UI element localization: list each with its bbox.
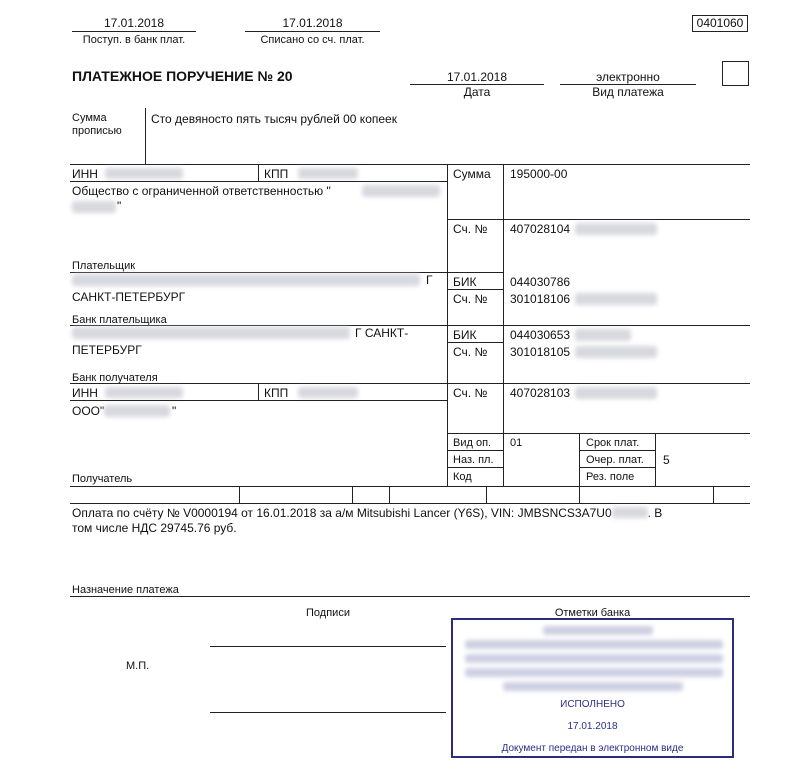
payer-name-line1: Общество с ограниченной ответственностью " <box>72 184 331 198</box>
divider <box>579 433 580 486</box>
purpose-line2: том числе НДС 29745.76 руб. <box>72 521 237 535</box>
purpose-label: Назначение платежа <box>72 584 179 596</box>
signatures-label: Подписи <box>306 607 350 619</box>
divider <box>579 467 655 468</box>
divider <box>447 467 503 468</box>
payer-bank-city: САНКТ-ПЕТЕРБУРГ <box>72 290 186 304</box>
payee-name-prefix: ООО" <box>72 404 105 418</box>
signature-line <box>210 646 446 647</box>
redacted-payer-inn <box>105 168 183 179</box>
divider <box>70 400 447 401</box>
divider <box>145 108 146 164</box>
payer-label: Плательщик <box>72 260 136 272</box>
redacted-payer-name <box>362 185 440 197</box>
redacted-vin <box>612 507 648 518</box>
purpose-text: Оплата по счёту № V0000194 от 16.01.2018 за а/м Mitsubishi Lancer (Y6S), VIN: JMBSNCS3A7U0 <box>72 506 612 520</box>
payer-bank-account: 301018106 <box>510 292 571 306</box>
redacted-stamp-line <box>543 626 653 635</box>
payee-label: Получатель <box>72 473 133 485</box>
amount-words-label-line1: Сумма <box>72 112 107 124</box>
amount-words-label <box>72 112 122 138</box>
divider <box>258 164 259 181</box>
ocher-label: Очер. плат. <box>586 454 644 466</box>
payee-bank-label: Банк получателя <box>72 372 158 384</box>
page-title: ПЛАТЕЖНОЕ ПОРУЧЕНИЕ № 20 <box>72 68 293 84</box>
redacted-payer-bank-name <box>72 274 420 286</box>
payee-bank-account: 301018105 <box>510 345 571 359</box>
divider <box>579 450 655 451</box>
rez-label: Рез. поле <box>586 471 635 483</box>
payee-bank-bik-label: БИК <box>453 328 477 342</box>
payee-account: 407028103 <box>510 386 571 400</box>
redacted-stamp-line <box>465 668 723 677</box>
redacted-payee-account <box>575 387 657 399</box>
divider <box>486 486 487 503</box>
purpose-text-end: . В <box>647 506 663 520</box>
debited-label: Списано со сч. плат. <box>260 34 365 46</box>
redacted-payee-bank-account <box>575 346 657 358</box>
payee-kpp-label: КПП <box>264 386 289 400</box>
divider <box>70 503 750 504</box>
divider <box>258 383 259 400</box>
payer-bank-city-suffix: Г <box>426 273 433 287</box>
redacted-payer-bank-account <box>575 293 657 305</box>
divider <box>70 164 750 165</box>
redacted-payer-account <box>575 223 657 235</box>
payer-amount-label: Сумма <box>453 167 491 181</box>
divider <box>389 486 390 503</box>
payee-inn-label: ИНН <box>72 386 98 400</box>
divider <box>579 486 580 503</box>
srok-label: Срок плат. <box>586 437 640 449</box>
redacted-payer-kpp <box>298 168 358 179</box>
amount-words-label-line2: прописью <box>72 125 122 137</box>
payer-amount: 195000-00 <box>510 167 568 181</box>
bank-stamp <box>451 618 734 758</box>
bank-received-label: Поступ. в банк плат. <box>82 34 186 46</box>
naz-pl-label: Наз. пл. <box>453 454 494 466</box>
payee-bank-city-line2: ПЕТЕРБУРГ <box>72 343 142 357</box>
payer-bank-bik: 044030786 <box>510 275 571 289</box>
status-box <box>722 61 749 86</box>
redacted-stamp-line <box>465 640 723 649</box>
amount-words-text: Сто девяносто пять тысяч рублей 00 копеек <box>151 112 397 126</box>
redacted-payee-bank-bik <box>575 329 631 341</box>
divider <box>70 181 447 182</box>
vid-op-label: Вид оп. <box>453 437 492 449</box>
payee-account-label: Сч. № <box>453 386 488 400</box>
redacted-payee-name <box>104 405 170 417</box>
payer-bank-bik-label: БИК <box>453 275 477 289</box>
payment-type: электронно <box>596 70 660 84</box>
redacted-payer-name-cont <box>72 201 116 213</box>
bank-received-date: 17.01.2018 <box>103 16 165 30</box>
divider <box>447 433 750 434</box>
divider <box>713 486 714 503</box>
divider <box>70 272 447 273</box>
divider <box>447 450 503 451</box>
payer-bank-label: Банк плательщика <box>72 314 167 326</box>
payer-name-close-quote: " <box>117 199 122 213</box>
payee-bank-account-label: Сч. № <box>453 345 488 359</box>
signature-line <box>210 712 446 713</box>
divider <box>447 272 503 273</box>
payee-bank-bik: 044030653 <box>510 328 571 342</box>
stamp-place-label: М.П. <box>126 660 150 672</box>
payer-account-label: Сч. № <box>453 222 488 236</box>
payer-bank-account-label: Сч. № <box>453 292 488 306</box>
divider <box>352 486 353 503</box>
divider <box>70 325 750 326</box>
divider <box>447 342 503 343</box>
ocher-value: 5 <box>663 453 670 467</box>
redacted-payee-kpp <box>298 387 358 398</box>
divider <box>245 31 380 32</box>
kod-label: Код <box>453 471 472 483</box>
redacted-payee-inn <box>105 387 183 398</box>
redacted-stamp-line <box>465 654 723 663</box>
divider <box>655 433 656 486</box>
divider <box>447 289 503 290</box>
document-date-label: Дата <box>463 85 491 99</box>
redacted-payee-bank-name <box>72 327 350 339</box>
divider <box>70 486 750 487</box>
divider <box>70 596 750 597</box>
stamp-status: ИСПОЛНЕНО <box>560 699 625 710</box>
payee-bank-city-line1: Г САНКТ- <box>355 326 409 340</box>
form-code: 0401060 <box>692 15 748 32</box>
payer-inn-label: ИНН <box>72 167 98 181</box>
document-date: 17.01.2018 <box>446 70 508 84</box>
divider <box>70 383 750 384</box>
redacted-stamp-line <box>503 682 683 691</box>
purpose-line1 <box>72 506 662 520</box>
payment-type-label: Вид платежа <box>592 85 664 99</box>
payer-kpp-label: КПП <box>264 167 289 181</box>
stamp-date: 17.01.2018 <box>567 721 618 732</box>
divider <box>239 486 240 503</box>
stamp-note: Документ передан в электронном виде <box>501 743 684 754</box>
divider <box>447 219 750 220</box>
bank-marks-label: Отметки банка <box>554 607 631 619</box>
debited-date: 17.01.2018 <box>282 16 343 30</box>
payer-account: 407028104 <box>510 222 571 236</box>
payee-name-suffix: " <box>172 404 177 418</box>
vid-op-value: 01 <box>510 437 523 449</box>
divider <box>72 31 196 32</box>
